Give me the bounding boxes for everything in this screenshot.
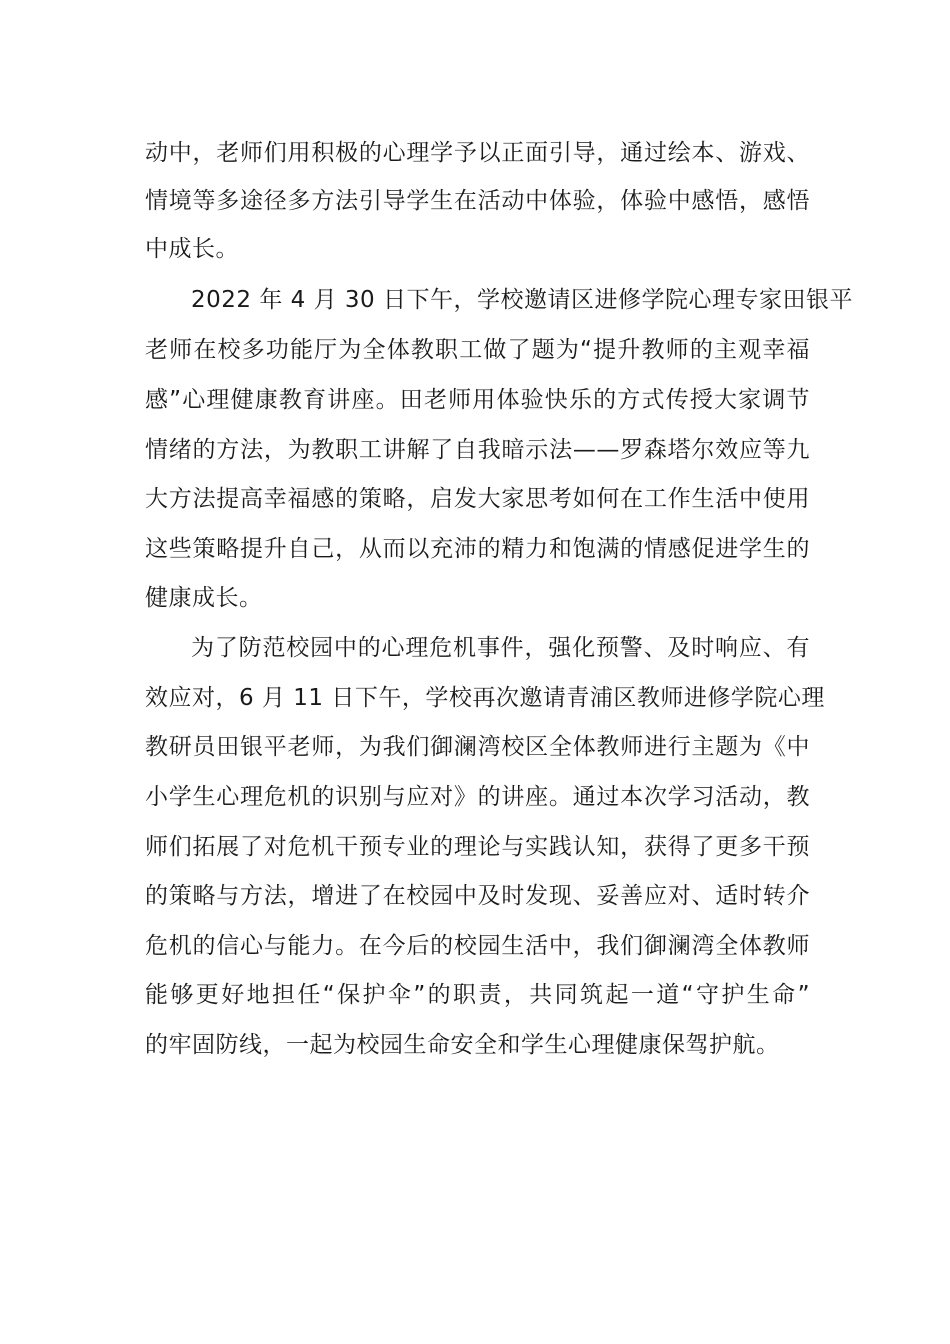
text-line: 2022 年 4 月 30 日下午，学校邀请区进修学院心理专家田银平: [191, 287, 853, 313]
text-line: 大方法提高幸福感的策略，启发大家思考如何在工作生活中使用: [145, 486, 810, 512]
text-line: 教研员田银平老师，为我们御澜湾校区全体教师进行主题为《中: [145, 734, 810, 760]
text-line: 老师在校多功能厅为全体教职工做了题为“提升教师的主观幸福: [145, 337, 810, 363]
text-line: 小学生心理危机的识别与应对》的讲座。通过本次学习活动，教: [145, 784, 810, 810]
text-line: 能够更好地担任“保护伞”的职责，共同筑起一道“守护生命”: [145, 982, 810, 1008]
text-line: 的策略与方法，增进了在校园中及时发现、妥善应对、适时转介: [145, 883, 810, 909]
text-line: 的牢固防线，一起为校园生命安全和学生心理健康保驾护航。: [145, 1032, 780, 1058]
text-line: 效应对，6 月 11 日下午，学校再次邀请青浦区教师进修学院心理: [145, 685, 825, 711]
text-line: 健康成长。: [145, 585, 263, 611]
text-line: 师们拓展了对危机干预专业的理论与实践认知，获得了更多干预: [145, 834, 810, 860]
text-line: 中成长。: [145, 236, 239, 262]
text-line: 危机的信心与能力。在今后的校园生活中，我们御澜湾全体教师: [145, 933, 810, 959]
text-line: 为了防范校园中的心理危机事件，强化预警、及时响应、有: [191, 635, 810, 661]
text-line: 感”心理健康教育讲座。田老师用体验快乐的方式传授大家调节: [145, 387, 810, 413]
text-line: 情绪的方法，为教职工讲解了自我暗示法——罗森塔尔效应等九: [145, 437, 810, 463]
text-line: 这些策略提升自己，从而以充沛的精力和饱满的情感促进学生的: [145, 536, 810, 562]
text-line: 动中，老师们用积极的心理学予以正面引导，通过绘本、游戏、: [145, 140, 810, 166]
text-line: 情境等多途径多方法引导学生在活动中体验，体验中感悟，感悟: [145, 188, 810, 214]
